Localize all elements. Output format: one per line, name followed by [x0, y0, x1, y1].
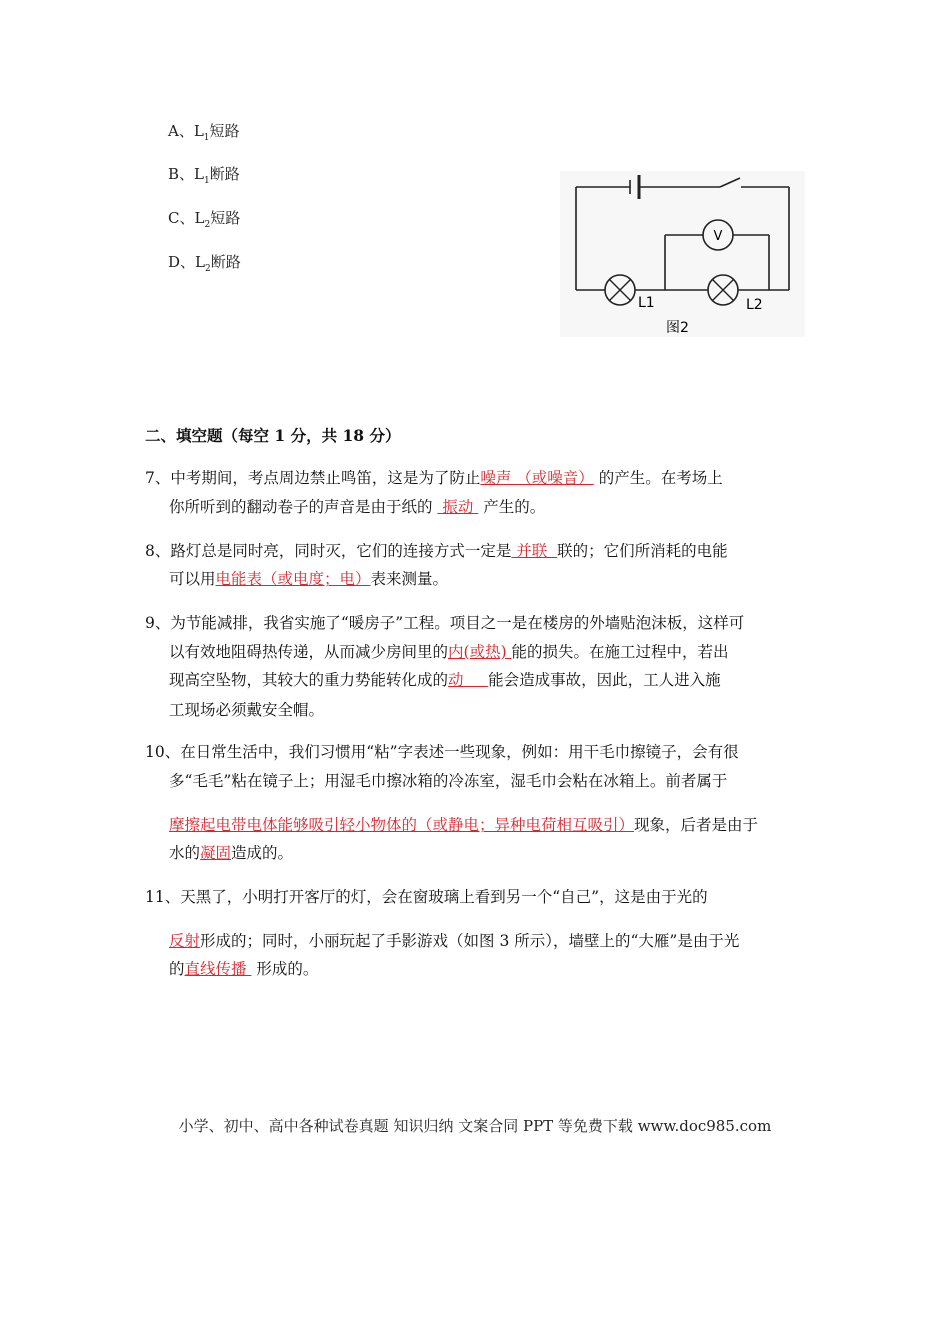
question-8-line-2: 可以用电能表（或电度；电）表来测量。	[169, 570, 449, 588]
lamp-l2-label: L2	[746, 297, 763, 313]
q7-answer-2: 振动	[437, 498, 479, 516]
voltmeter-label: V	[713, 229, 723, 244]
question-7-line-2: 你所听到的翻动卷子的声音是由于纸的 振动 产生的。	[169, 498, 546, 516]
circuit-diagram	[560, 171, 805, 337]
footer-text: 小学、初中、高中各种试卷真题 知识归纳 文案合同 PPT 等免费下载 www.doc985.com	[178, 1117, 772, 1135]
option-d: D、$L_2$断路	[168, 253, 241, 274]
option-c: C、$L_2$短路	[168, 209, 241, 230]
option-a: A、$L_1$短路	[168, 122, 240, 143]
question-11-line-2: 反射形成的；同时，小丽玩起了手影游戏（如图 3 所示），墙壁上的“大雁”是由于光	[169, 932, 740, 950]
figure-caption: 图2	[666, 320, 689, 336]
q7-answer-1: 噪声 （或噪音）	[480, 469, 594, 487]
section-title: 二、填空题（每空 1 分，共 18 分）	[145, 426, 401, 445]
question-7-line-1: 7、中考期间，考点周边禁止鸣笛，这是为了防止噪声 （或噪音） 的产生。在考场上	[145, 469, 723, 487]
question-10-line-2: 多“毛毛”粘在镜子上；用湿毛巾擦冰箱的冷冻室，湿毛巾会粘在冰箱上。前者属于	[169, 772, 728, 790]
question-10-line-1: 10、在日常生活中，我们习惯用“粘”字表述一些现象，例如：用干毛巾擦镜子，会有很	[145, 743, 739, 761]
circuit-figure	[560, 171, 805, 337]
question-9-line-4: 工现场必须戴安全帽。	[169, 701, 325, 719]
q8-answer-2: 电能表（或电度；电）	[215, 570, 371, 588]
question-10-line-3: 摩擦起电带电体能够吸引轻小物体的（或静电；异种电荷相互吸引）现象，后者是由于	[169, 816, 759, 834]
q10-answer-2: 凝固	[200, 844, 232, 862]
question-10-line-4: 水的凝固造成的。	[169, 844, 294, 862]
question-8-line-1: 8、路灯总是同时亮，同时灭，它们的连接方式一定是 并联 联的；它们所消耗的电能	[145, 542, 728, 560]
q11-answer-1: 反射	[169, 932, 201, 950]
question-9-line-1: 9、为节能减排，我省实施了“暖房子”工程。项目之一是在楼房的外墙贴泡沫板，这样可	[145, 614, 745, 632]
q9-answer-2: 动	[448, 671, 489, 689]
option-b: B、$L_1$断路	[168, 165, 240, 186]
q11-answer-2: 直线传播	[184, 960, 252, 978]
question-11-line-3: 的直线传播 形成的。	[169, 960, 319, 978]
question-9-line-3: 现高空坠物，其较大的重力势能转化成的动 能会造成事故，因此，工人进入施	[169, 671, 721, 689]
q8-answer-1: 并联	[511, 542, 558, 560]
q10-answer-1: 摩擦起电带电体能够吸引轻小物体的（或静电；异种电荷相互吸引）	[169, 816, 635, 834]
question-11-line-1: 11、天黑了，小明打开客厅的灯，会在窗玻璃上看到另一个“自己”，这是由于光的	[145, 888, 708, 906]
lamp-l1-label: L1	[638, 295, 655, 311]
q9-answer-1: 内(或热)	[448, 643, 512, 661]
question-9-line-2: 以有效地阻碍热传递，从而减少房间里的内(或热) 能的损失。在施工过程中，若出	[169, 643, 729, 661]
